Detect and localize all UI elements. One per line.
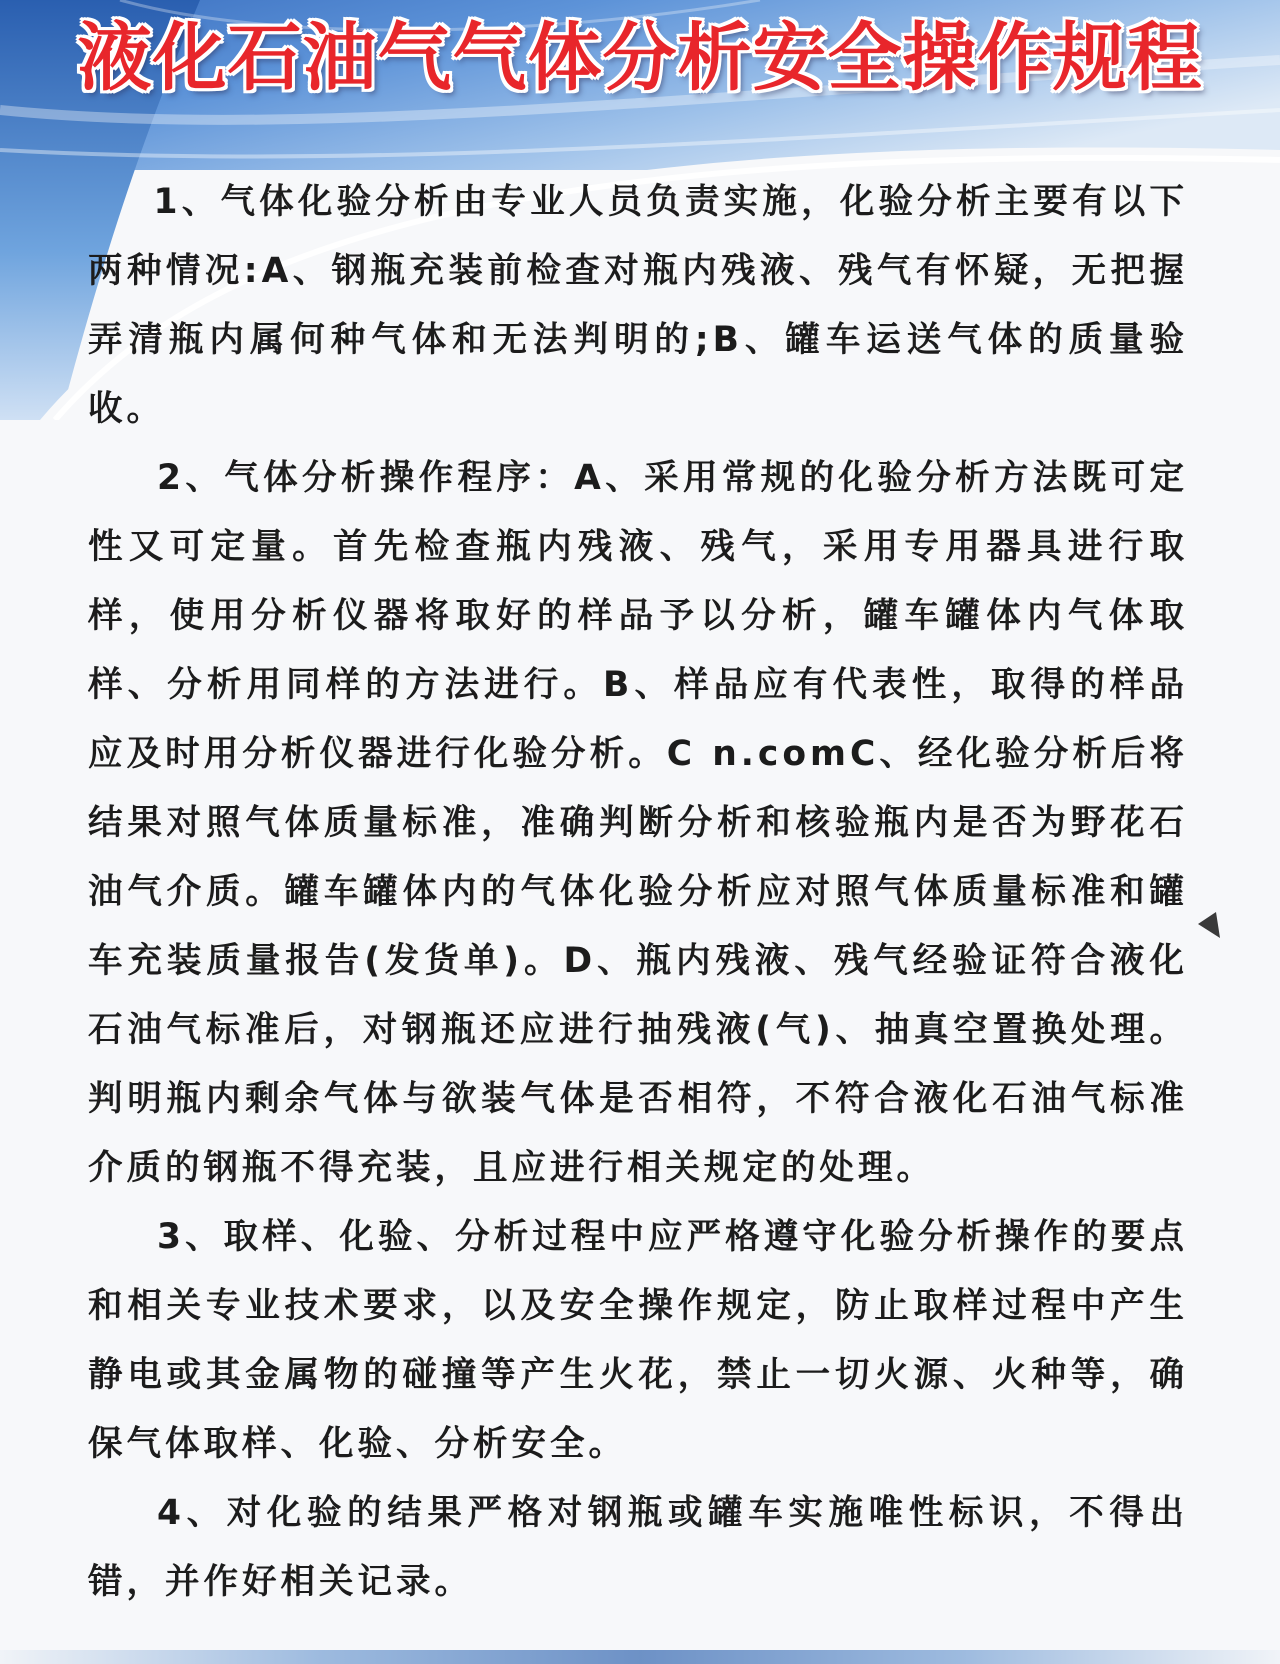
regulation-item-1: 1、气体化验分析由专业人员负责实施，化验分析主要有以下两种情况:A、钢瓶充装前检查对瓶内残液、残气有怀疑，无把握弄清瓶内属何种气体和无法判明的;B、罐车运送气体的质量验收。 (88, 182, 1188, 429)
thumbtack-icon (1194, 910, 1222, 940)
regulation-body (88, 168, 1188, 1617)
bottom-decorative-strip (0, 1650, 1280, 1664)
regulation-item-2: 2、气体分析操作程序：A、采用常规的化验分析方法既可定性又可定量。首先检查瓶内残液、残气，采用专用器具进行取样，使用分析仪器将取好的样品予以分析，罐车罐体内气体取样、分析用同样的方法进行。B、样品应有代表性，取得的样品应及时用分析仪器进行化验分析。C n.comC、经化验分析后将结果对照气体质量标准，准确判断分析和核验瓶内是否为野花石油气介质。罐车罐体内的气体化验分析应对照气体质量标准和罐车充装质量报告(发货单)。D、瓶内残液、残气经验证符合液化石油气标准后，对钢瓶还应进行抽残液(气)、抽真空置换处理。判明瓶内剩余气体与欲装气体是否相符，不符合液化石油气标准介质的钢瓶不得充装，且应进行相关规定的处理。 (88, 458, 1188, 1188)
regulation-item-3: 3、取样、化验、分析过程中应严格遵守化验分析操作的要点和相关专业技术要求，以及安全操作规定，防止取样过程中产生静电或其金属物的碰撞等产生火花，禁止一切火源、火种等，确保气体取样、化验、分析安全。 (88, 1217, 1188, 1464)
page-title: 液化石油气气体分析安全操作规程 (77, 15, 1203, 101)
regulation-item-4: 4、对化验的结果严格对钢瓶或罐车实施唯性标识，不得出错，并作好相关记录。 (88, 1493, 1188, 1602)
